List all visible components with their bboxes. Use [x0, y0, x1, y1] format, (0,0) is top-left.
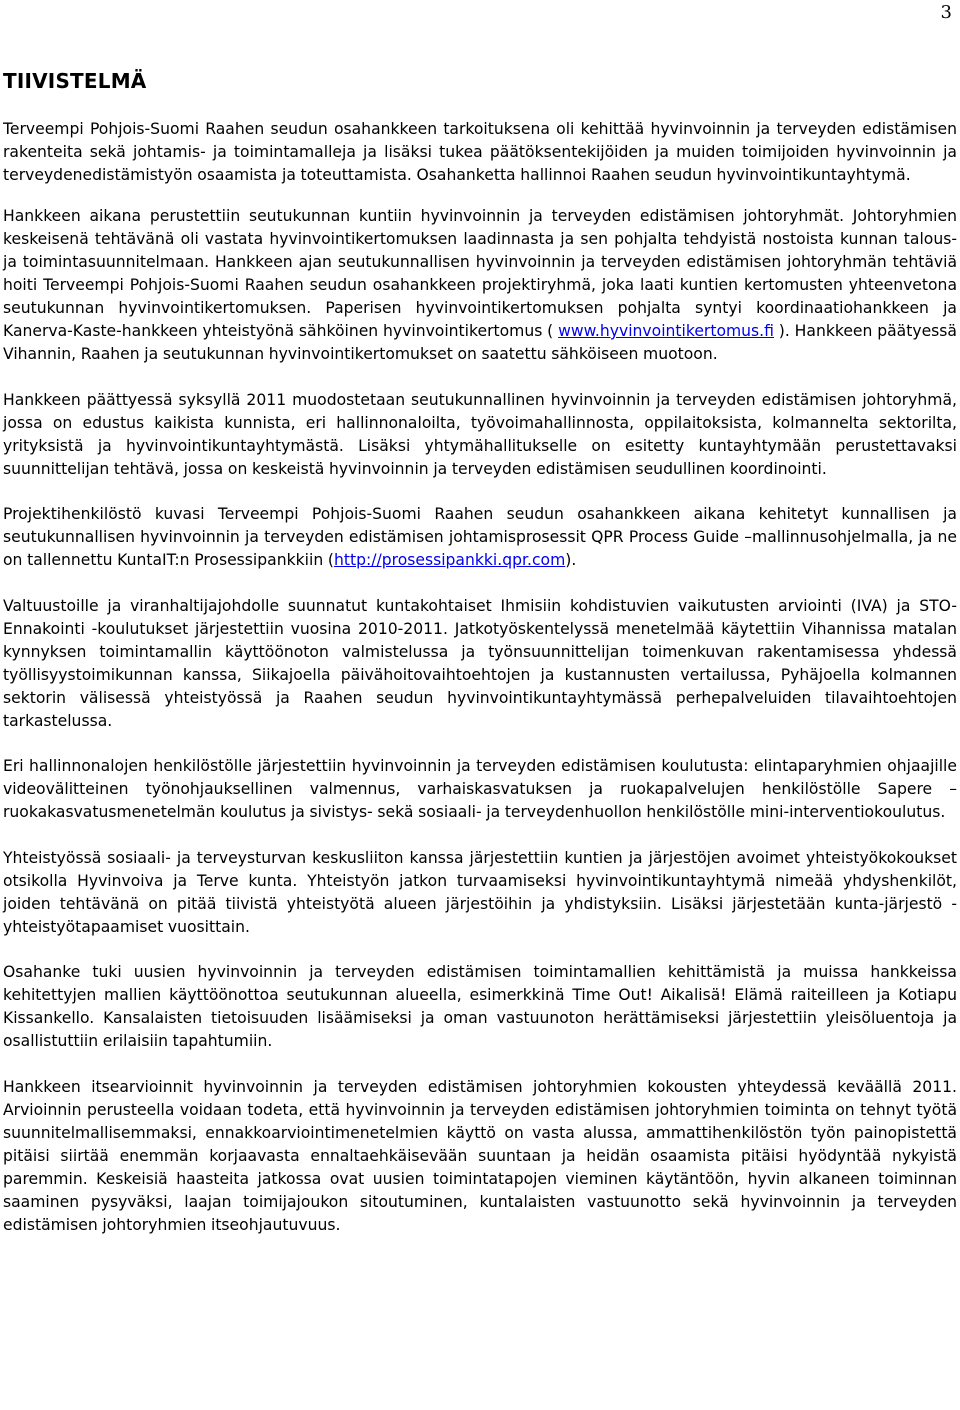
paragraph-text: ). Hankkeen päätyessä Vihannin, Raahen ja seutukunnan hyvinvointikertomukset on saatettu sähköiseen muotoon. — [3, 322, 957, 363]
page-number: 3 — [940, 2, 952, 23]
prosessipankki-link[interactable]: http://prosessipankki.qpr.com — [333, 551, 566, 569]
paragraph-self-evaluation: Hankkeen itsearvioinnit hyvinvoinnin ja terveyden edistämisen johtoryhmien kokousten yhteydessä keväällä 2011. Arvioinnin perusteella voidaan todeta, että hyvinvoinnin ja terveyden edistämisen johtoryhmien toiminta on tehnyt työtä suunnitelmallisemmaksi, ennakkoarviointimenetelmien käyttö on vasta alussa, ammattihenkilöstön työn painopistettä pitäisi siirtää enemmän korjaavasta ennaltaehkäisevään suuntaan ja heidän osaamista pitäisi hyödyntää nykyistä paremmin. Keskeisiä haasteita jatkossa ovat uusien toimintatapojen vieminen käytäntöön, hyvin alkaneen toiminnan saaminen pysyväksi, laajan toimijajoukon sitoutuminen, kuntalaisten vastuunotto sekä hyvinvoinnin ja terveyden edistämisen johtoryhmien itseohjautuvuus. — [3, 1077, 957, 1234]
paragraph-purpose: Terveempi Pohjois-Suomi Raahen seudun osahankkeen tarkoituksena oli kehittää hyvinvoinnin ja terveyden edistämisen rakenteita sekä johtamis- ja toimintamalleja ja lisäksi tukea päätöksentekijöiden ja muiden toimijoiden hyvinvoinnin ja terveydenedistämistyön osaamista ja toteuttamista. Osahanketta hallinnoi Raahen seudun hyvinvointikuntayhtymä. — [3, 120, 957, 184]
paragraph-text: Hankkeen aikana perustettiin seutukunnan kuntiin hyvinvoinnin ja terveyden edistämisen johtoryhmät. Johtoryhmien keskeisenä tehtävänä oli vastata hyvinvointikertomuksen laadinnasta ja sen pohjalta tehdyistä nostoista kunnan talous- ja toimintasuunnitelmaan. Hankkeen ajan seutukunnallisen hyvinvoinnin ja terveyden edistämisen johtoryhmän tehtäviä hoiti Terveempi Pohjois-Suomi Raahen seudun osahankkeen projektiryhmä, joka laati kuntien kertomusten yhteenvetona seutukunnan hyvinvointikertomuksen. Paperisen hyvinvointikertomuksen pohjalta syntyi koordinaatiohankkeen ja Kanerva-Kaste-hankkeen yhteistyönä sähköinen hyvinvointikertomus ( — [3, 207, 957, 340]
paragraph-staff-training: Eri hallinnonalojen henkilöstölle järjestettiin hyvinvoinnin ja terveyden edistämisen koulutusta: elintaparyhmien ohjaajille videovälitteinen työnohjauksellinen valmennus, varhaiskasvatuksen ja ruokapalvelujen henkilöstölle Sapere –ruokakasvatusmenetelmän koulutus ja sivistys- sekä sosiaali- ja terveydenhuollon henkilöstölle mini-interventiokoulutus. — [3, 757, 957, 821]
page-title: TIIVISTELMÄ — [3, 69, 147, 93]
paragraph-cooperation: Yhteistyössä sosiaali- ja terveysturvan keskusliiton kanssa järjestettiin kuntien ja järjestöjen avoimet yhteistyökokoukset otsikolla Hyvinvoiva ja Terve kunta. Yhteistyön jatkon turvaamiseksi hyvinvointikuntayhtymä nimeää yhdyshenkilöt, joiden tehtävänä on pitää tiivistä yhteistyötä alueen järjestöihin ja yhdistyksiin. Lisäksi järjestetään kunta-järjestö -yhteistyötapaamiset vuosittain. — [3, 848, 957, 936]
paragraph-text: ). — [565, 551, 577, 569]
paragraph-steering-groups — [3, 205, 957, 366]
paragraph-new-models: Osahanke tuki uusien hyvinvoinnin ja terveyden edistämisen toimintamallien kehittämistä ja muissa hankkeissa kehitettyjen mallien käyttöönottoa seutukunnan alueella, esimerkkinä Time Out! Aikalisä! Elämä raiteilleen ja Kotiapu Kissankello. Kansalaisten tietoisuuden lisäämiseksi ja oman vastuunoton herättämiseksi järjestettiin yleisöluentoja ja osallistuttiin erilaisiin tapahtumiin. — [3, 963, 957, 1050]
document-body — [3, 66, 957, 1259]
paragraph-iva-training: Valtuustoille ja viranhaltijajohdolle suunnatut kuntakohtaiset Ihmisiin kohdistuvien vaikutusten arviointi (IVA) ja STO-Ennakointi -koulutukset järjestettiin vuosina 2010-2011. Jatkotyöskentelyssä menetelmää käytettiin Vihannissa matalan kynnyksen toimintamallin käyttöönoton valmistelussa ja työnsuunnittelijan toimenkuvan rakentamisessa yhdessä työllisyystoimikunnan kanssa, Siikajoella päivähoitovaihtoehtojen ja kustannusten vertailussa, Pyhäjoella kolmannen sektorin välisessä yhteistyössä ja Raahen seudun hyvinvointikuntayhtymässä perhepalveluiden tilavaihtoehtojen tarkastelussa. — [3, 596, 957, 730]
paragraph-text: Projektihenkilöstö kuvasi Terveempi Pohjois-Suomi Raahen seudun osahankkeen aikana kehitetyt kunnallisen ja seutukunnallisen hyvinvoinnin ja terveyden edistämisen johtamisprosessit QPR Process Guide –mallinnusohjelmalla, ja ne on tallennettu KuntaIT:n Prosessipankkiin ( — [3, 505, 957, 569]
paragraph-regional-group: Hankkeen päättyessä syksyllä 2011 muodostetaan seutukunnallinen hyvinvoinnin ja terveyden edistämisen johtoryhmä, jossa on edustus kaikista kunnista, eri hallinnonaloilta, työvoimahallinnosta, oppilaitoksista, kolmannelta sektorilta, yrityksistä ja hyvinvointikuntayhtymästä. Lisäksi yhtymähallitukselle on esitetty kuntayhtymään perustettavaksi suunnittelijan tehtävä, jossa on keskeistä hyvinvoinnin ja terveyden edistämisen seudullinen koordinointi. — [3, 390, 957, 478]
hyvinvointikertomus-link[interactable]: www.hyvinvointikertomus.fi — [558, 322, 774, 340]
paragraph-process-modeling — [3, 503, 957, 572]
